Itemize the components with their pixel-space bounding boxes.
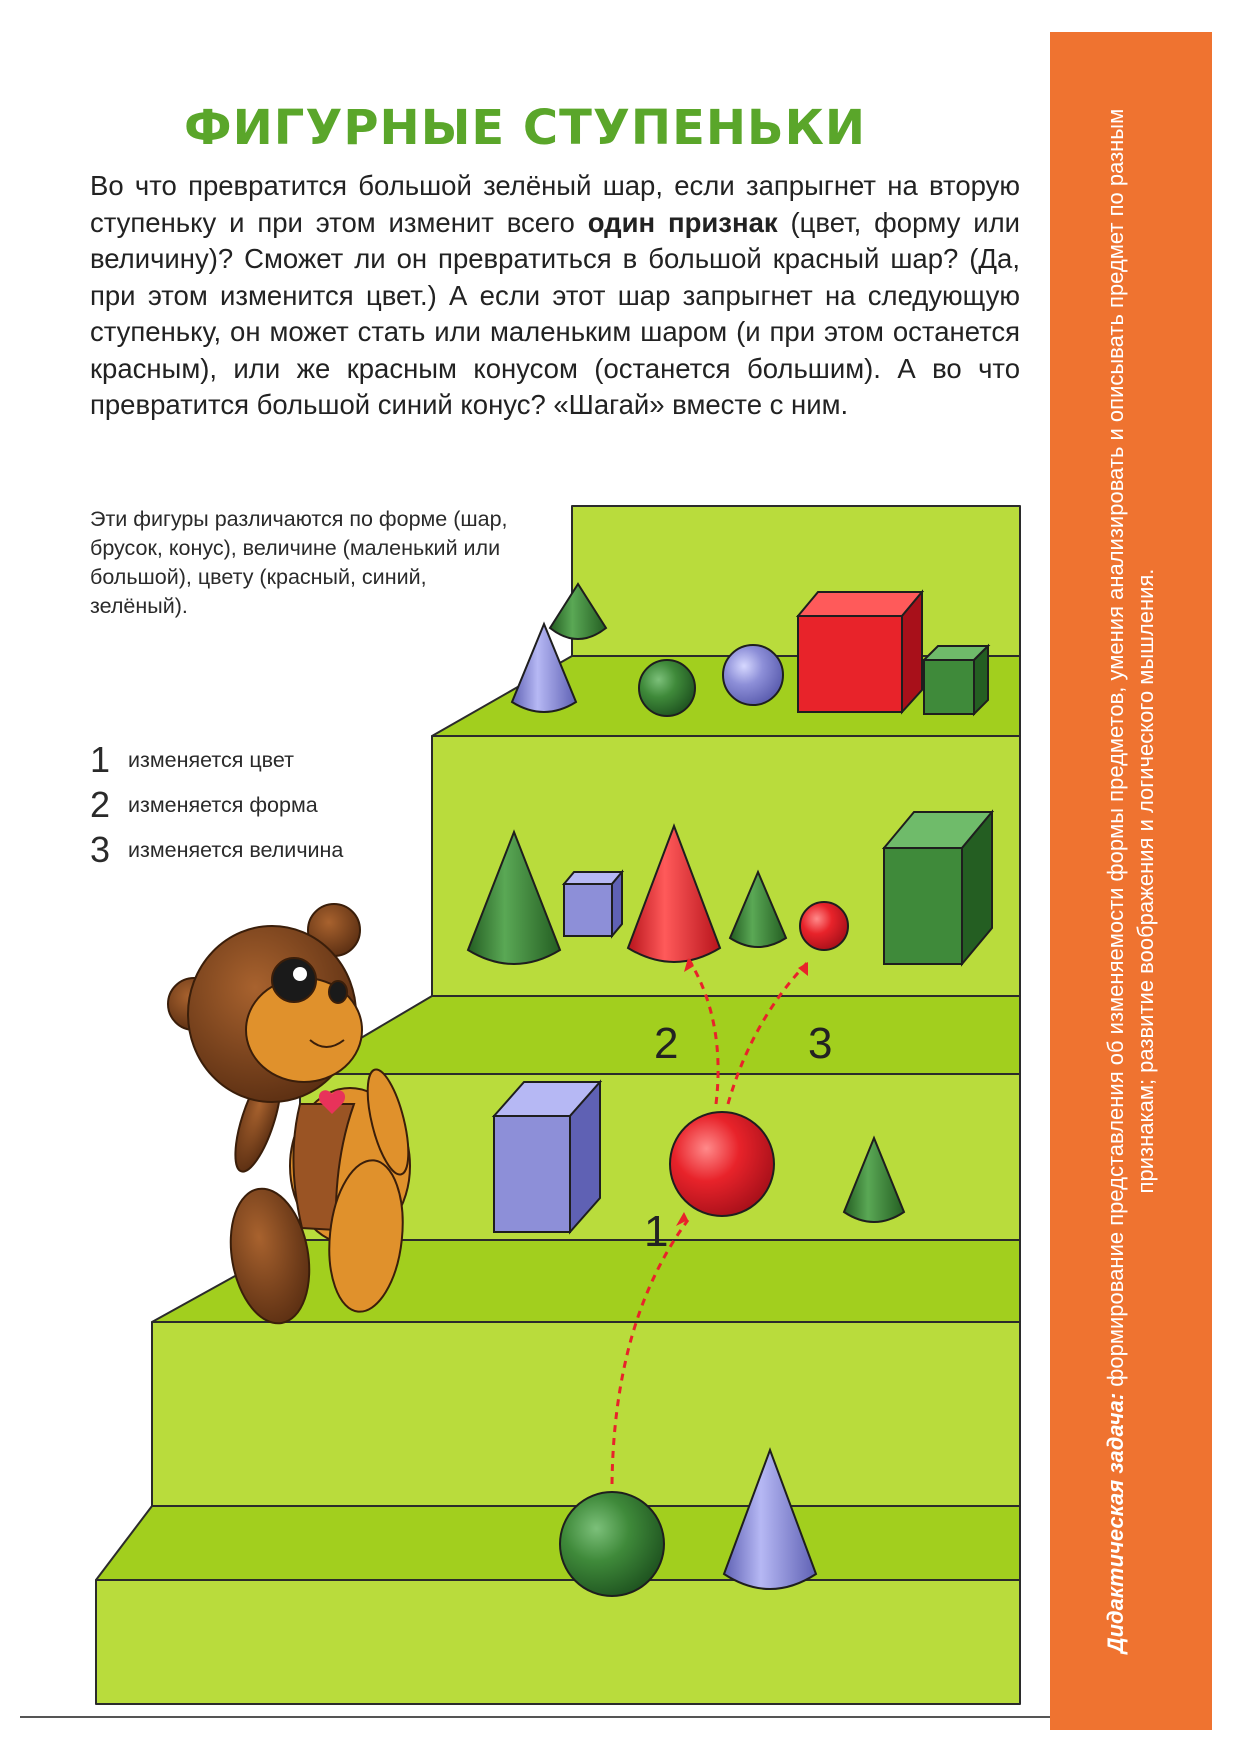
green-small-ball-icon [639, 660, 695, 716]
intro-bold: один признак [587, 206, 778, 238]
legend-note: Эти фигуры различаются по форме (шар, брусок, конус), величине (маленький или большой), цвету (красный, синий, зелёный). [90, 507, 508, 618]
blue-small-block-icon [564, 884, 612, 936]
footer-divider [20, 1716, 1050, 1718]
step-1-riser [152, 1322, 1020, 1506]
step-label-2: 2 [654, 1019, 679, 1068]
intro-text-1: Во что превратится большой зелёный шар, если запрыгнет на вторую ступеньку и при этом изменит всего [90, 170, 1020, 238]
key-text: изменяется цвет [128, 747, 294, 772]
key-number: 3 [90, 829, 111, 870]
key-text: изменяется величина [128, 837, 344, 862]
red-big-block-top [798, 592, 922, 616]
step-0-riser [96, 1580, 1020, 1704]
teddy-bear-icon [168, 904, 417, 1330]
red-small-ball-icon [800, 902, 848, 950]
green-big-block-icon [884, 848, 962, 964]
blue-small-ball-icon [723, 645, 783, 705]
step-label-1: 1 [644, 1207, 669, 1256]
didactic-task-text [1101, 61, 1161, 1701]
didactic-label: Дидактическая задача: [1103, 1392, 1128, 1654]
blue-big-block-icon [494, 1116, 570, 1232]
step-4-riser [572, 506, 1020, 656]
key-number: 1 [90, 739, 111, 780]
green-big-ball-icon [560, 1492, 664, 1596]
blue-small-block-side [612, 872, 622, 936]
step-1-tread [96, 1506, 1020, 1580]
didactic-description: формирование представления об изменяемости формы предметов, умения анализировать и описывать предмет по разным признакам; развитие воображения и логического мышления. [1103, 108, 1158, 1393]
red-big-block-icon [798, 616, 902, 712]
intro-text-2: (цвет, форму или величину)? Сможет ли он превратиться в большой красный шар? (Да, при этом изменится цвет.) А если этот шар запрыгнет на следующую ступеньку, он может стать или маленьким шаром (и при этом останется красным), или же красным конусом (останется большим). А во что превратится большой синий конус? «Шагай» вместе с ним. [90, 206, 1021, 420]
key-text: изменяется форма [128, 792, 318, 817]
red-big-ball-icon [670, 1112, 774, 1216]
step-label-3: 3 [808, 1019, 833, 1068]
key-number: 2 [90, 784, 111, 825]
green-small-block-icon [924, 660, 974, 714]
didactic-sidebar [1050, 32, 1212, 1730]
page-title: ФИГУРНЫЕ СТУПЕНЬКИ [183, 100, 867, 156]
